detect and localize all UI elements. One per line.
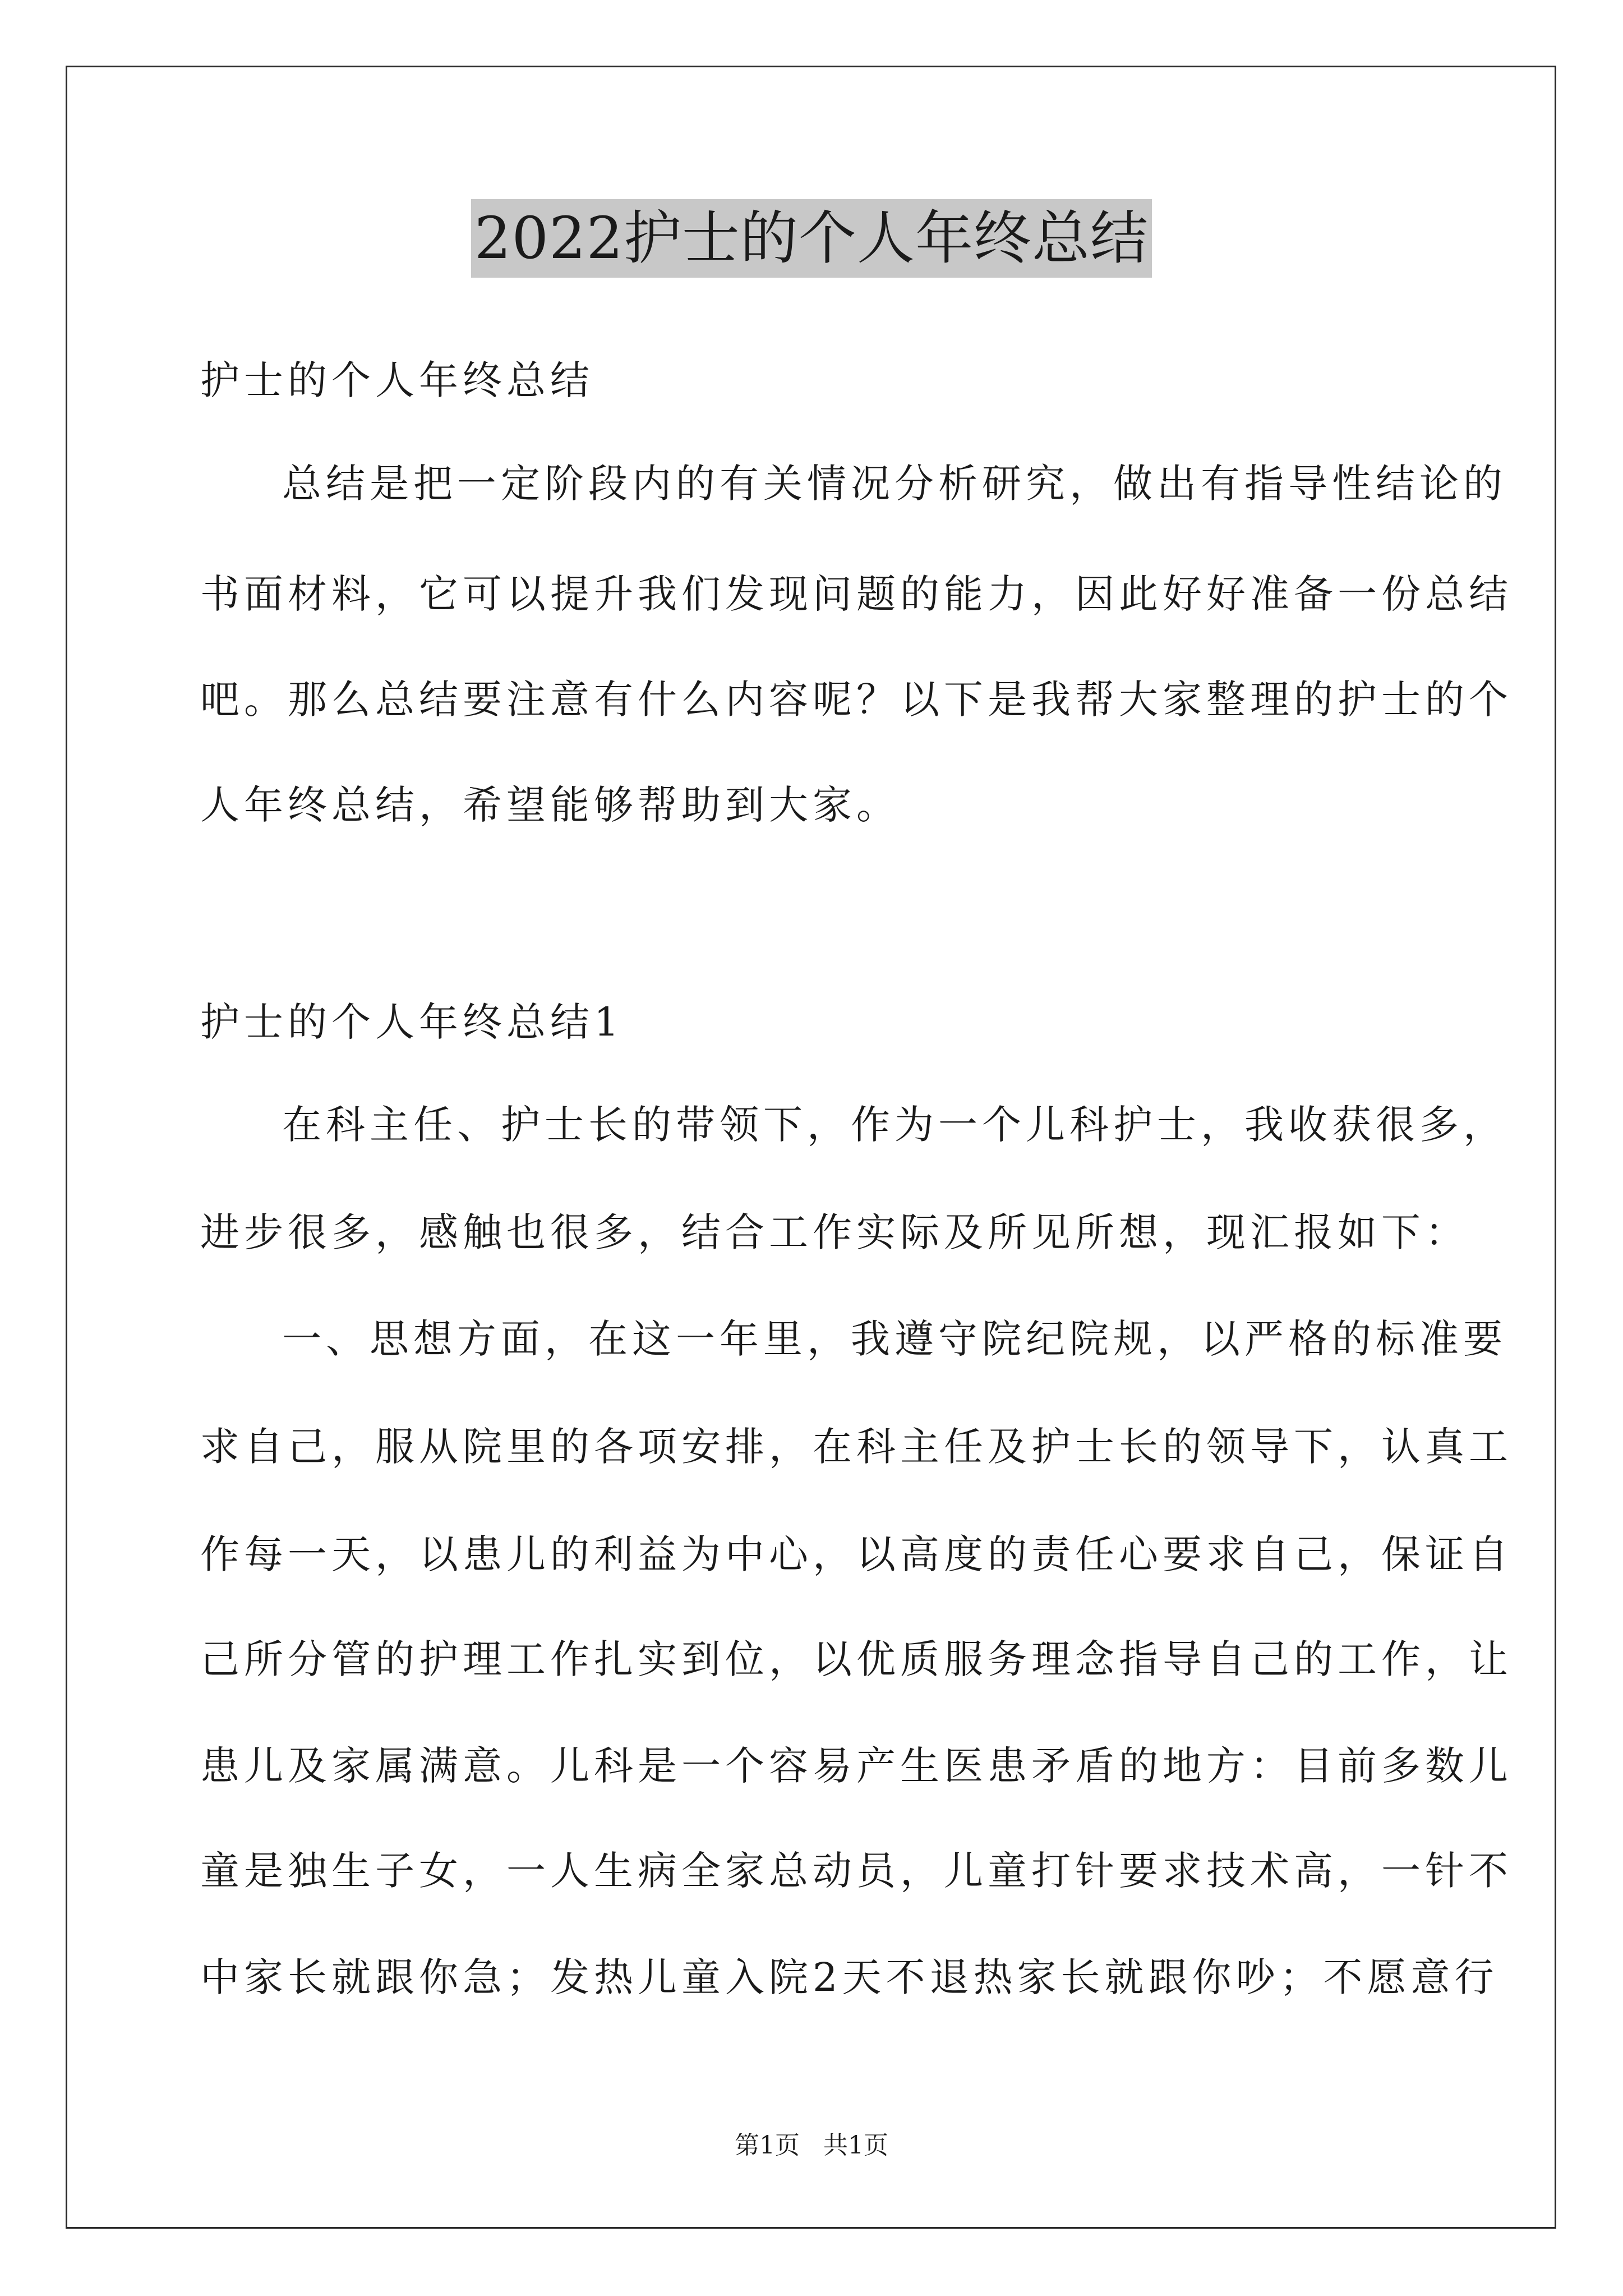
document-title: 2022护士的个人年终总结 <box>471 199 1152 278</box>
body-line: 中家长就跟你急；发热儿童入院2天不退热家长就跟你吵；不愿意行 <box>200 1954 1498 2000</box>
body-line: 童是独生子女，一人生病全家总动员，儿童打针要求技术高，一针不 <box>200 1848 1513 1894</box>
intro-line: 书面材料，它可以提升我们发现问题的能力，因此好好准备一份总结 <box>200 571 1513 617</box>
title-container <box>0 199 1623 278</box>
section-heading: 护士的个人年终总结1 <box>200 999 624 1045</box>
body-line: 进步很多，感触也很多，结合工作实际及所见所想，现汇报如下： <box>200 1209 1469 1255</box>
body-line: 在科主任、护士长的带领下，作为一个儿科护士，我收获很多， <box>282 1102 1507 1148</box>
subtitle: 护士的个人年终总结 <box>200 357 594 403</box>
body-line: 作每一天，以患儿的利益为中心，以高度的责任心要求自己，保证自 <box>200 1531 1513 1577</box>
body-line: 己所分管的护理工作扎实到位，以优质服务理念指导自己的工作，让 <box>200 1636 1513 1682</box>
page-footer: 第1页 共1页 <box>735 2131 888 2160</box>
body-line: 患儿及家属满意。儿科是一个容易产生医患矛盾的地方：目前多数儿 <box>200 1743 1513 1789</box>
intro-line: 总结是把一定阶段内的有关情况分析研究，做出有指导性结论的 <box>282 461 1507 507</box>
body-line: 求自己，服从院里的各项安排，在科主任及护士长的领导下，认真工 <box>200 1424 1513 1470</box>
intro-line: 吧。那么总结要注意有什么内容呢？以下是我帮大家整理的护士的个 <box>200 677 1513 723</box>
intro-line: 人年终总结，希望能够帮助到大家。 <box>200 782 900 828</box>
body-line: 一、思想方面，在这一年里，我遵守院纪院规，以严格的标准要 <box>282 1316 1507 1362</box>
